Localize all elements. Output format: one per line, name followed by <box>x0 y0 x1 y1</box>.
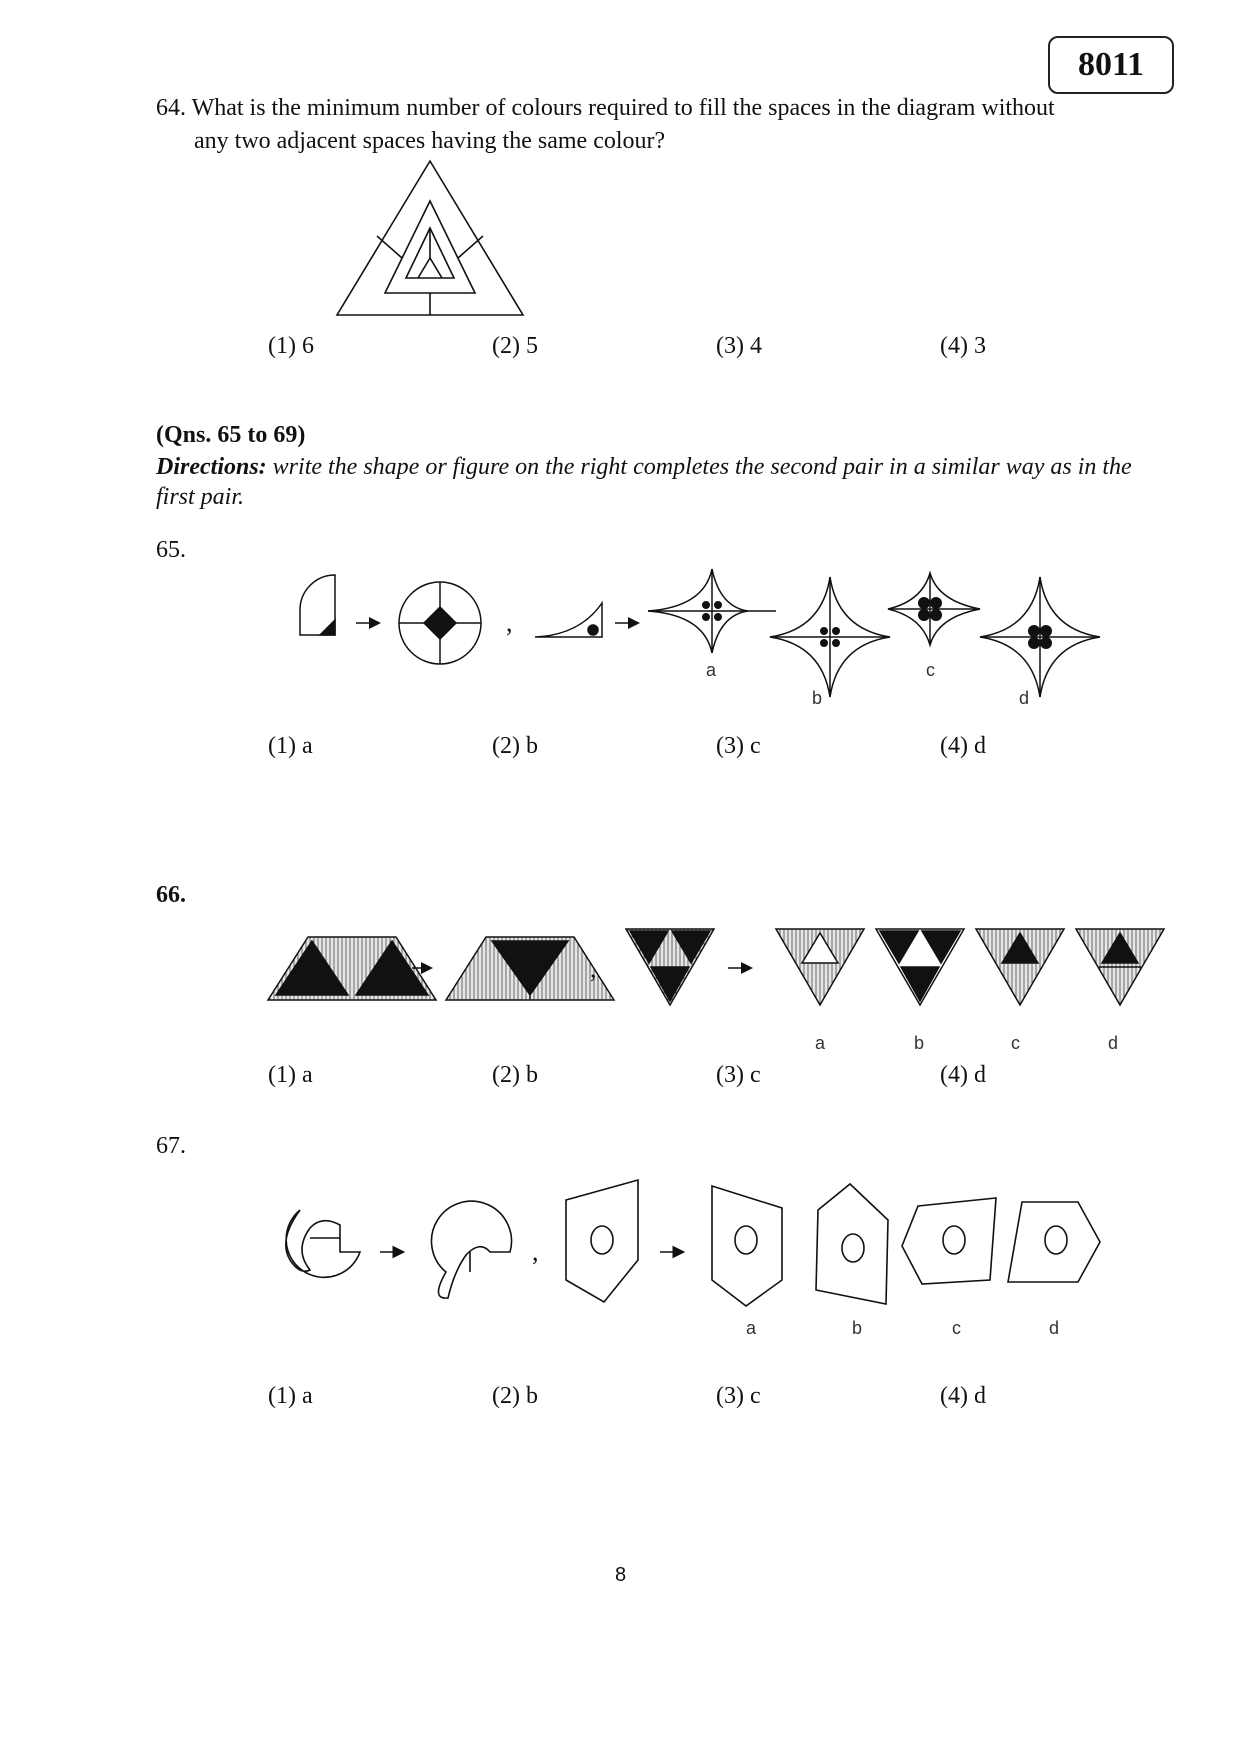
q64-option-4[interactable]: (4) 3 <box>940 333 986 359</box>
q65-option-4[interactable]: (4) d <box>940 733 986 759</box>
q65-option-3[interactable]: (3) c <box>716 733 761 759</box>
q67-option-1[interactable]: (1) a <box>268 1383 313 1409</box>
q66-number: 66. <box>156 882 186 908</box>
q67-option-2[interactable]: (2) b <box>492 1383 538 1409</box>
q66-comma: , <box>590 954 597 983</box>
q67-figure <box>270 1180 1110 1310</box>
q64-text-line1: What is the minimum number of colours required to fill the spaces in the diagram without <box>191 95 1055 121</box>
directions-text: write the shape or figure on the right completes the second pair in a similar way as in the first pair. <box>156 454 1132 510</box>
q64-text-line2: any two adjacent spaces having the same colour? <box>194 128 666 154</box>
q65-comma: , <box>506 608 513 637</box>
q66-option-4[interactable]: (4) d <box>940 1062 986 1088</box>
q64-triangle-figure <box>330 158 530 318</box>
q67-number: 67. <box>156 1133 186 1159</box>
q65-fig-label-d: d <box>1019 688 1030 708</box>
q66-fig-label-b: b <box>914 1033 925 1053</box>
svg-text:.: . <box>596 925 597 926</box>
q65-figure <box>290 565 1120 715</box>
q64-option-2[interactable]: (2) 5 <box>492 333 538 359</box>
q67-option-3[interactable]: (3) c <box>716 1383 761 1409</box>
q66-figure-second-pair <box>590 925 1180 1015</box>
q64-line1 <box>156 92 1055 125</box>
q65-option-1[interactable]: (1) a <box>268 733 313 759</box>
q66-fig-label-d: d <box>1108 1033 1119 1053</box>
q67-fig-label-d: d <box>1049 1318 1060 1338</box>
q64-number: 64. <box>156 95 186 121</box>
section-title: (Qns. 65 to 69) <box>156 422 306 448</box>
q65-fig-label-a: a <box>706 660 717 680</box>
q66-fig-label-a: a <box>815 1033 826 1053</box>
q65-option-2[interactable]: (2) b <box>492 733 538 759</box>
q65-fig-label-c: c <box>926 660 935 680</box>
q64-option-1[interactable]: (1) 6 <box>268 333 314 359</box>
q67-fig-label-b: b <box>852 1318 863 1338</box>
q65-number: 65. <box>156 537 186 563</box>
q65-fig-label-b: b <box>812 688 823 708</box>
page-number: 8 <box>614 1564 627 1586</box>
q66-option-2[interactable]: (2) b <box>492 1062 538 1088</box>
q66-fig-label-c: c <box>1011 1033 1020 1053</box>
q66-option-3[interactable]: (3) c <box>716 1062 761 1088</box>
directions-label: Directions: <box>156 454 267 480</box>
q64-option-3[interactable]: (3) 4 <box>716 333 762 359</box>
paper-code-box: 8011 <box>1048 36 1174 94</box>
q67-comma: , <box>532 1237 539 1266</box>
q67-option-4[interactable]: (4) d <box>940 1383 986 1409</box>
q67-fig-label-a: a <box>746 1318 757 1338</box>
section-directions <box>156 452 1136 512</box>
q66-option-1[interactable]: (1) a <box>268 1062 313 1088</box>
q67-fig-label-c: c <box>952 1318 961 1338</box>
